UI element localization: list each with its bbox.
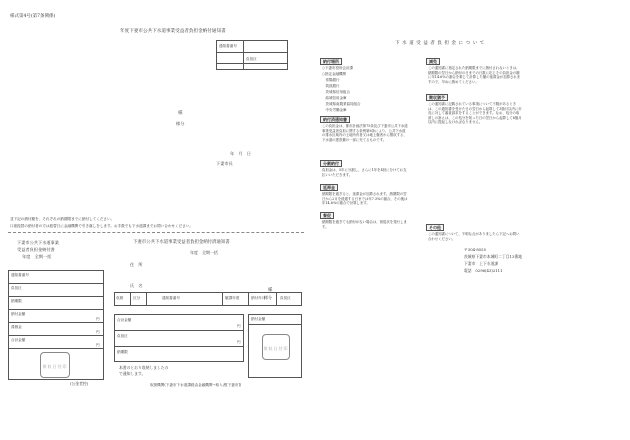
contact-phone: 電話 0296(43)2111 [464,268,503,273]
receipt-footer: (公金者控) [70,381,89,386]
middle-th-district: 負担区 [280,296,291,300]
sec-other: その他 [426,224,444,231]
right-title: 下 水 道 受 益 者 負 担 金 に つ い て [395,41,485,46]
receipt-row-district: 負担区 [11,286,22,290]
date-line: 年 月 日 [230,151,251,156]
sec-deferral-body: この通知書に記載されている事項について不服があるときは、この通知書を受けた日の翌日から起算して3箇月以内に市長に対して審査請求をすることができます。なお、処分の取消しの訴えは、この処分を知った日の翌日から起算して6箇月以内に提起しなければなりません。 [428,102,522,125]
middle-table-header [114,292,302,306]
place-8: 中央労働金庫 [322,108,347,112]
sec-deferral: 徴収猶予 [426,94,448,101]
middle-row-paid-amount: 納付金額 [251,317,266,321]
sec-notice: 納付済通知書 [320,116,350,123]
sec-installment: 分割納付 [320,160,342,167]
receipt-seal [40,352,70,378]
middle-receipt-left [114,314,244,362]
recipient-suffix: 様分 [176,121,185,126]
notice-line-2: 口座振替の納付者の方は振替日に金融機関で引き落しをします。お手数でも下水道課までお問い合わせください。 [10,224,193,228]
middle-unit-district: 円 [237,340,241,344]
middle-title: 下妻市公共下水道事業受益者負担金納付済通知書 [133,240,230,245]
middle-address-label: 住 所 [130,262,143,267]
middle-name-honorific: 様 [268,288,273,293]
receipt-row-arrears: 滞納金 [11,325,22,329]
recipient-honorific: 様 [178,111,183,116]
left-title: 年度下妻市公共下水道事業受益者負担金納付通知書 [120,29,226,34]
sec-notice-body: この負担金は、都市計画法第75条及び下妻市公共下水道事業受益者負担に関する条例第6条により、公共下水道の排水区域内の土地所有者又は地上権者から徴収する、下水道の建設費の一部に充てるものです。 [322,124,408,142]
middle-seal-label: 領収日付印 [263,346,289,351]
cut-line [8,232,304,233]
issuer: 下妻市長 [216,161,233,166]
middle-row-district: 負担区 [117,334,128,338]
middle-th-paid-month: 納付年月 [251,296,266,300]
sec-arrears-body: 納期限を過ぎると、延滞金が加算されます。納期限の翌日から2月を経過する日までは年7.3%の割合、その後は年14.6%の割合で計算します。 [322,192,408,206]
place-3: 常陽銀行 [322,78,340,82]
receipt-row-amount: 納付金額 [11,312,26,316]
sec-reduction-body: この通知書に指定された納期限までに納付されないときは、納期限の翌日から納付の日までの日数に応じその負担金の額に年14.6%の割合を乗じて計算した額の延滞金が加算されますので、早めに納めてください。 [428,66,521,84]
place-4: 筑波銀行 [322,84,340,88]
place-5: 茨城県信用組合 [322,90,350,94]
middle-row-total: 合計金額 [117,318,132,322]
sec-other-body: この通知書について、不明な点がありましたら下記へお問い合わせください。 [428,232,520,241]
receipt-title-2: 受益者負担金納付書 [17,247,55,252]
place-6: 結城信用金庫 [322,96,347,100]
receipt-unit-amount: 円 [96,317,100,321]
middle-th-receipt: 収納 [116,296,124,300]
notice-line-1: 並下記の納付額を、それぞれの納期限までに納付してください。 [10,217,115,221]
seal-label: 領収日付印 [42,364,68,369]
header-cell-notice-no: 通知書番号 [219,44,237,48]
middle-th-notice-no: 通知書番号 [162,296,180,300]
sec-arrears: 延滞金 [320,184,338,191]
place-7: 茨城県南農業協同組合 [322,102,361,106]
middle-th-fiscal-year: 賦課年度 [225,296,240,300]
receipt-row-total: 合計金額 [11,338,26,342]
receipt-title-3: 年度 全期一括 [22,254,52,259]
contact-postal: 〒304-8555 [464,247,486,252]
sec-demand-body: 納期限を過ぎても納付がない場合は、督促状を発行します。 [322,220,407,229]
middle-unit-total: 円 [237,324,241,328]
form-number: 様式第4号(第7条関係) [10,14,56,19]
receipt-unit-arrears: 円 [96,330,100,334]
sec-reduction: 減免 [426,58,440,65]
middle-footer-bottom: 取扱機関(下妻市下水道課経由金融機関→取入者[下妻市]) [150,383,242,387]
place-1: ○下妻市役所会計課 [322,66,354,70]
middle-row-deadline: 納期限 [117,350,128,354]
middle-seal [262,334,290,360]
middle-footer-note-2: で通知します。 [119,371,146,376]
receipt-title-1: 下妻市公共下水道事業 [17,240,59,245]
place-2: ○指定金融機関 [322,72,347,76]
middle-period: 年度 全期一括 [190,250,218,255]
sec-installment-body: 負担金は、5年に分割し、さらに1年を4回に分けてお支払いいただきます。 [322,168,407,177]
sec-payment-place: 納付場所 [320,58,342,65]
sec-demand: 督促 [320,212,334,219]
receipt-row-deadline: 納期限 [11,299,22,303]
middle-name-label: 氏 名 [130,283,143,288]
contact-address: 茨城県下妻市本城町二丁目13番地 [464,254,522,259]
middle-th-class: 区分 [133,296,141,300]
middle-name-suffix: 様分 [264,295,272,300]
receipt-unit-total: 円 [96,343,100,347]
header-cell-district: 負担区 [246,57,257,61]
contact-dept: 下妻市 上下水道課 [464,261,499,266]
middle-footer-note-1: 本書のとおり収納しましたの [119,365,169,370]
receipt-row-notice-no: 通知書番号 [11,273,29,277]
